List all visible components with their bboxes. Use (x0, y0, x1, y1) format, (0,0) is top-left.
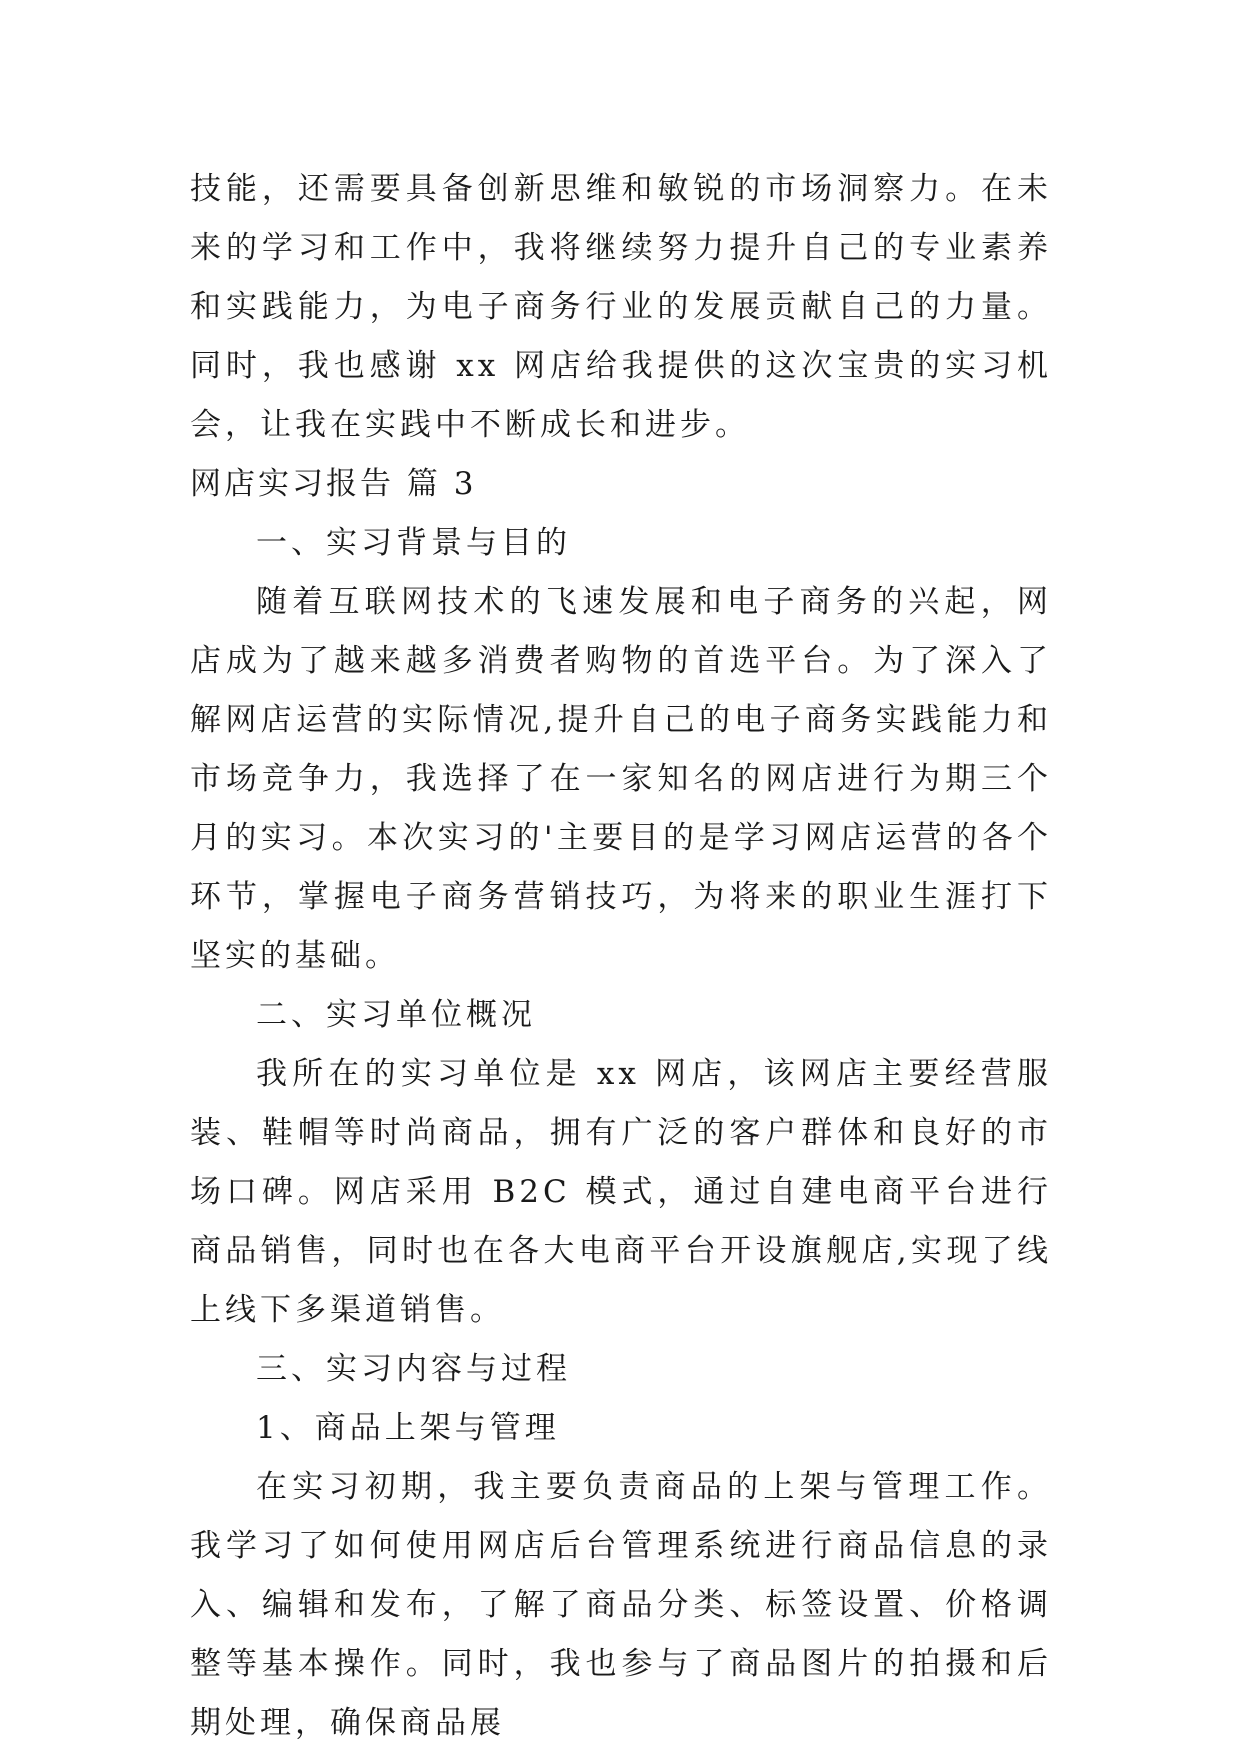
paragraph-unit-overview: 我所在的实习单位是 xx 网店，该网店主要经营服装、鞋帽等时尚商品，拥有广泛的客户群体和良好的市场口碑。网店采用 B2C 模式，通过自建电商平台进行商品销售，同时也在各大电商平台开设旗舰店,实现了线上线下多渠道销售。 (190, 1056, 1052, 1328)
document-body (190, 160, 1052, 1753)
section-title: 网店实习报告 篇 3 (190, 466, 477, 502)
paragraph-product-listing: 在实习初期，我主要负责商品的上架与管理工作。我学习了如何使用网店后台管理系统进行商品信息的录入、编辑和发布，了解了商品分类、标签设置、价格调整等基本操作。同时，我也参与了商品图片的拍摄和后期处理，确保商品展 (190, 1469, 1052, 1741)
paragraph-continuation: 技能，还需要具备创新思维和敏锐的市场洞察力。在未来的学习和工作中，我将继续努力提升自己的专业素养和实践能力，为电子商务行业的发展贡献自己的力量。同时，我也感谢 xx 网店给我提供的这次宝贵的实习机会，让我在实践中不断成长和进步。 (190, 171, 1052, 443)
heading-unit-overview: 二、实习单位概况 (256, 997, 536, 1033)
subheading-product-listing: 1、商品上架与管理 (256, 1410, 560, 1446)
heading-background-purpose: 一、实习背景与目的 (256, 525, 571, 561)
heading-content-process: 三、实习内容与过程 (256, 1351, 571, 1387)
paragraph-background: 随着互联网技术的飞速发展和电子商务的兴起，网店成为了越来越多消费者购物的首选平台。为了深入了解网店运营的实际情况,提升自己的电子商务实践能力和市场竞争力，我选择了在一家知名的网店进行为期三个月的实习。本次实习的'主要目的是学习网店运营的各个环节，掌握电子商务营销技巧，为将来的职业生涯打下坚实的基础。 (190, 584, 1052, 974)
